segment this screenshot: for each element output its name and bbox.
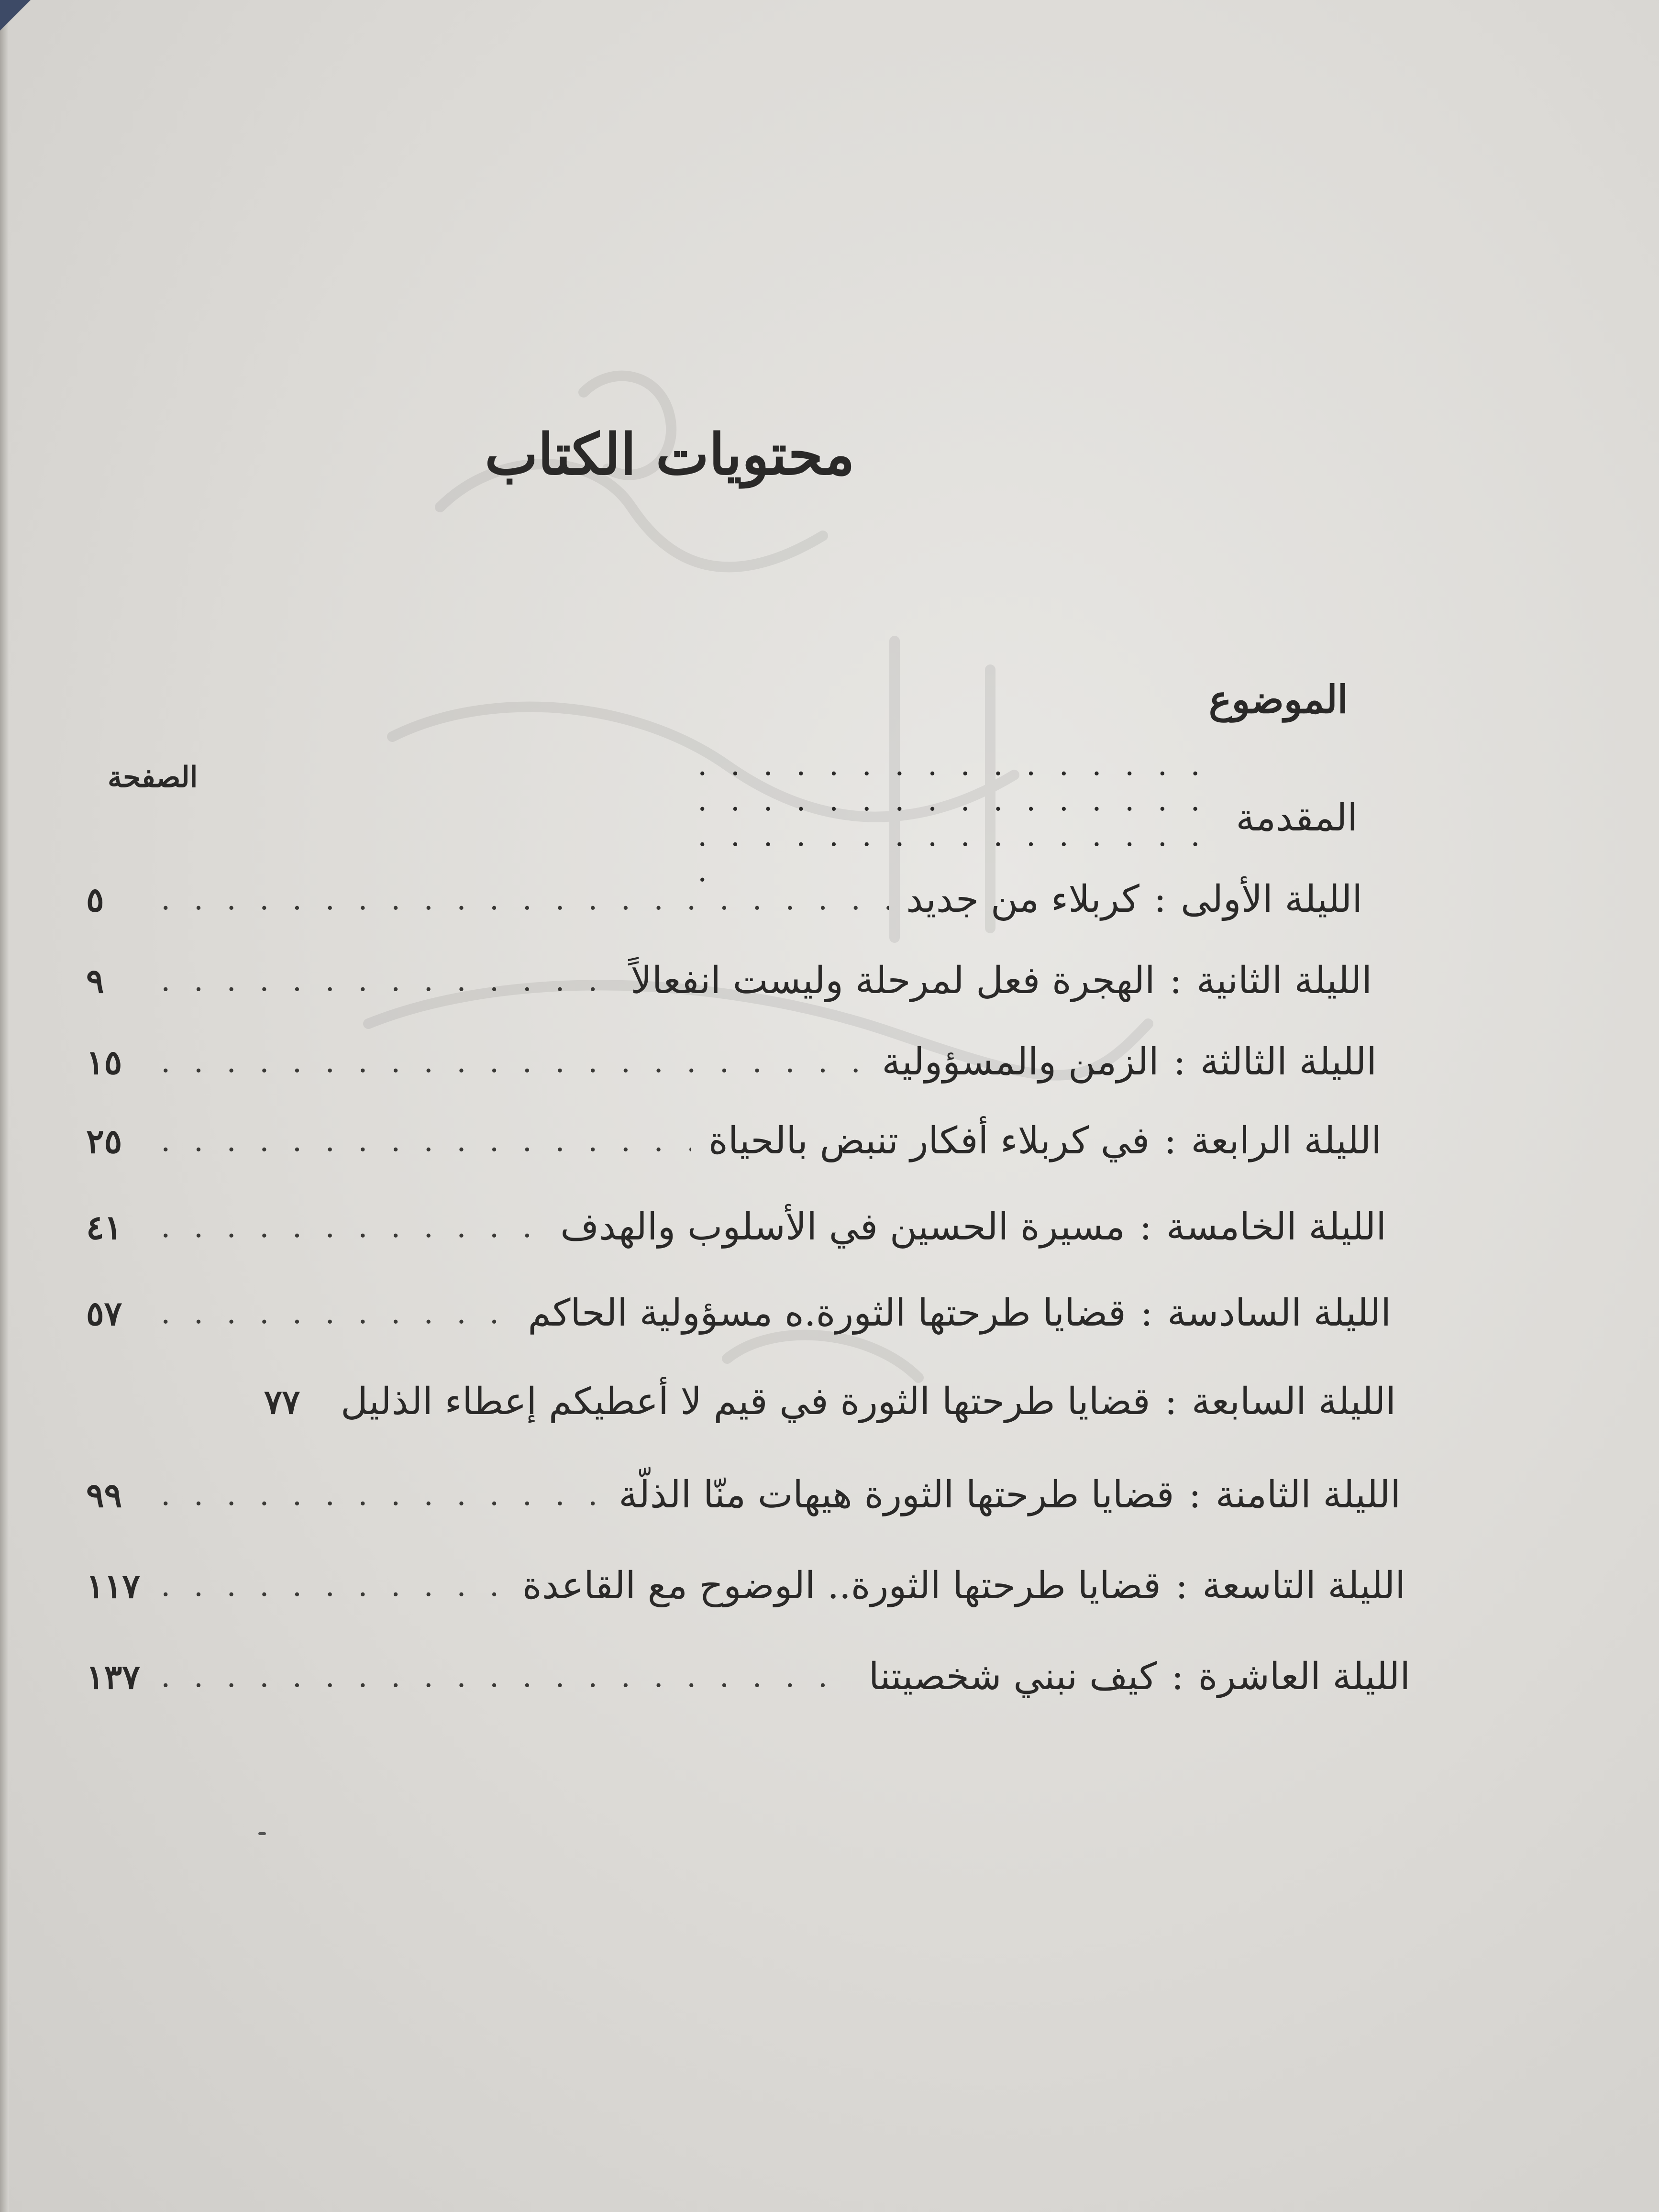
separator: : <box>1173 1040 1186 1084</box>
page-number: ٩ <box>86 961 104 1001</box>
separator: : <box>1153 878 1167 921</box>
leader-dots <box>161 1477 601 1513</box>
toc-row <box>86 1371 1396 1433</box>
topic-text: قضايا طرحتها الثورة في قيم لا أعطيكم إعطاء الذليل <box>341 1380 1150 1423</box>
separator: : <box>1171 1655 1184 1698</box>
ink-speck <box>258 1832 266 1835</box>
separator: : <box>1164 1119 1177 1162</box>
page-number: ١٥ <box>86 1042 122 1082</box>
topic-text: الهجرة فعل لمرحلة وليست انفعالاً <box>630 959 1155 1002</box>
night-label: الليلة الثالثة <box>1200 1040 1377 1084</box>
page-number: ٥ <box>86 879 104 919</box>
night-label: الليلة السابعة <box>1191 1380 1396 1423</box>
topic-text: قضايا طرحتها الثورة.ه مسؤولية الحاكم <box>528 1292 1126 1335</box>
page-column-header: الصفحة <box>108 761 198 794</box>
page-title: محتويات الكتاب <box>485 421 855 487</box>
night-label: الليلة الأولى <box>1181 878 1362 921</box>
leader-dots <box>161 1123 691 1159</box>
toc-row <box>86 1196 1386 1258</box>
page-number: ٩٩ <box>86 1475 122 1515</box>
toc-row <box>86 868 1362 930</box>
toc-row <box>86 1646 1410 1708</box>
topic-text: كيف نبني شخصيتنا <box>868 1655 1157 1698</box>
separator: : <box>1188 1473 1201 1516</box>
leader-dots <box>161 1568 505 1604</box>
page-number: ١٣٧ <box>86 1657 140 1697</box>
night-label: الليلة السادسة <box>1167 1292 1391 1335</box>
toc-row <box>86 950 1372 1012</box>
leader-dots <box>161 1295 510 1331</box>
topic-text: في كربلاء أفكار تنبض بالحياة <box>708 1119 1150 1162</box>
leader-dots <box>161 1659 852 1694</box>
night-label: الليلة الثامنة <box>1215 1473 1401 1516</box>
page-edge-shadow <box>0 0 9 2212</box>
topic-text: قضايا طرحتها الثورة.. الوضوح مع القاعدة <box>522 1564 1161 1607</box>
night-label: الليلة الثانية <box>1196 959 1372 1002</box>
leader-dots <box>697 747 1217 889</box>
topic-text: قضايا طرحتها الثورة هيهات منّا الذلّة <box>619 1473 1174 1516</box>
toc-row <box>86 1282 1391 1344</box>
topic-column-header: الموضوع <box>1208 677 1348 722</box>
separator: : <box>1169 959 1182 1002</box>
page-number: ١١٧ <box>86 1566 140 1606</box>
toc-row <box>86 1031 1377 1093</box>
cover-corner <box>0 0 43 43</box>
separator: : <box>1140 1292 1153 1335</box>
toc-row <box>86 1555 1405 1617</box>
toc-row <box>86 1110 1382 1172</box>
separator: : <box>1164 1380 1177 1423</box>
night-label: الليلة التاسعة <box>1202 1564 1405 1607</box>
intro-label: المقدمة <box>1236 796 1358 840</box>
night-label: الليلة العاشرة <box>1198 1655 1410 1698</box>
page-number: ٤١ <box>86 1207 122 1247</box>
page-number: ٢٥ <box>86 1121 122 1161</box>
leader-dots <box>161 1209 543 1245</box>
topic-text: كربلاء من جديد <box>906 878 1139 921</box>
page-number: ٧٧ <box>264 1382 300 1422</box>
night-label: الليلة الخامسة <box>1166 1206 1386 1249</box>
toc-row <box>86 1464 1401 1526</box>
toc-intro-row <box>697 789 1358 847</box>
topic-text: مسيرة الحسين في الأسلوب والهدف <box>560 1206 1125 1249</box>
leader-dots <box>161 1044 864 1080</box>
separator: : <box>1139 1206 1152 1249</box>
leader-dots <box>161 963 613 998</box>
separator: : <box>1175 1564 1188 1607</box>
page-number: ٥٧ <box>86 1293 122 1333</box>
night-label: الليلة الرابعة <box>1191 1119 1382 1162</box>
topic-text: الزمن والمسؤولية <box>882 1040 1159 1084</box>
leader-dots <box>161 882 889 917</box>
